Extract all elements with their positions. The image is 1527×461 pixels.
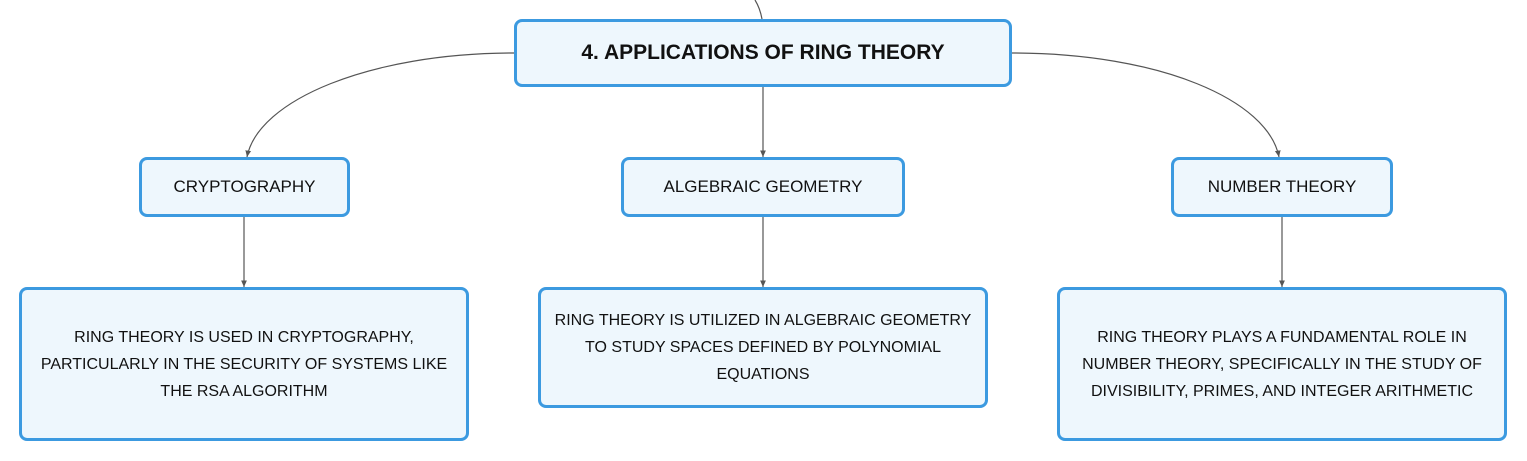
root-node-label: 4. APPLICATIONS OF RING THEORY [581, 41, 945, 64]
detail-node-algebraic-geometry[interactable] [538, 287, 988, 408]
detail-node-text: RING THEORY IS USED IN CRYPTOGRAPHY, PARTICULARLY IN THE SECURITY OF SYSTEMS LIKE THE RSA ALGORITHM [40, 328, 448, 400]
root-node[interactable] [514, 19, 1012, 87]
connector-root-cryptography [247, 53, 514, 157]
detail-node-cryptography[interactable] [19, 287, 469, 441]
detail-node-number-theory[interactable] [1057, 287, 1507, 441]
detail-node-text: RING THEORY IS UTILIZED IN ALGEBRAIC GEOMETRY TO STUDY SPACES DEFINED BY POLYNOMIAL EQUATIONS [554, 312, 972, 383]
detail-node-text: RING THEORY PLAYS A FUNDAMENTAL ROLE IN NUMBER THEORY, SPECIFICALLY IN THE STUDY OF DIVISIBILITY, PRIMES, AND INTEGER ARITHMETIC [1082, 328, 1482, 400]
branch-node-label: CRYPTOGRAPHY [173, 177, 316, 196]
parent-connector [755, 0, 762, 19]
branch-node-cryptography[interactable] [139, 157, 350, 217]
branch-node-algebraic-geometry[interactable] [621, 157, 905, 217]
branch-node-label: NUMBER THEORY [1207, 177, 1357, 196]
connector-root-number-theory [1012, 53, 1279, 157]
branch-node-number-theory[interactable] [1171, 157, 1393, 217]
branch-node-label: ALGEBRAIC GEOMETRY [663, 177, 863, 196]
